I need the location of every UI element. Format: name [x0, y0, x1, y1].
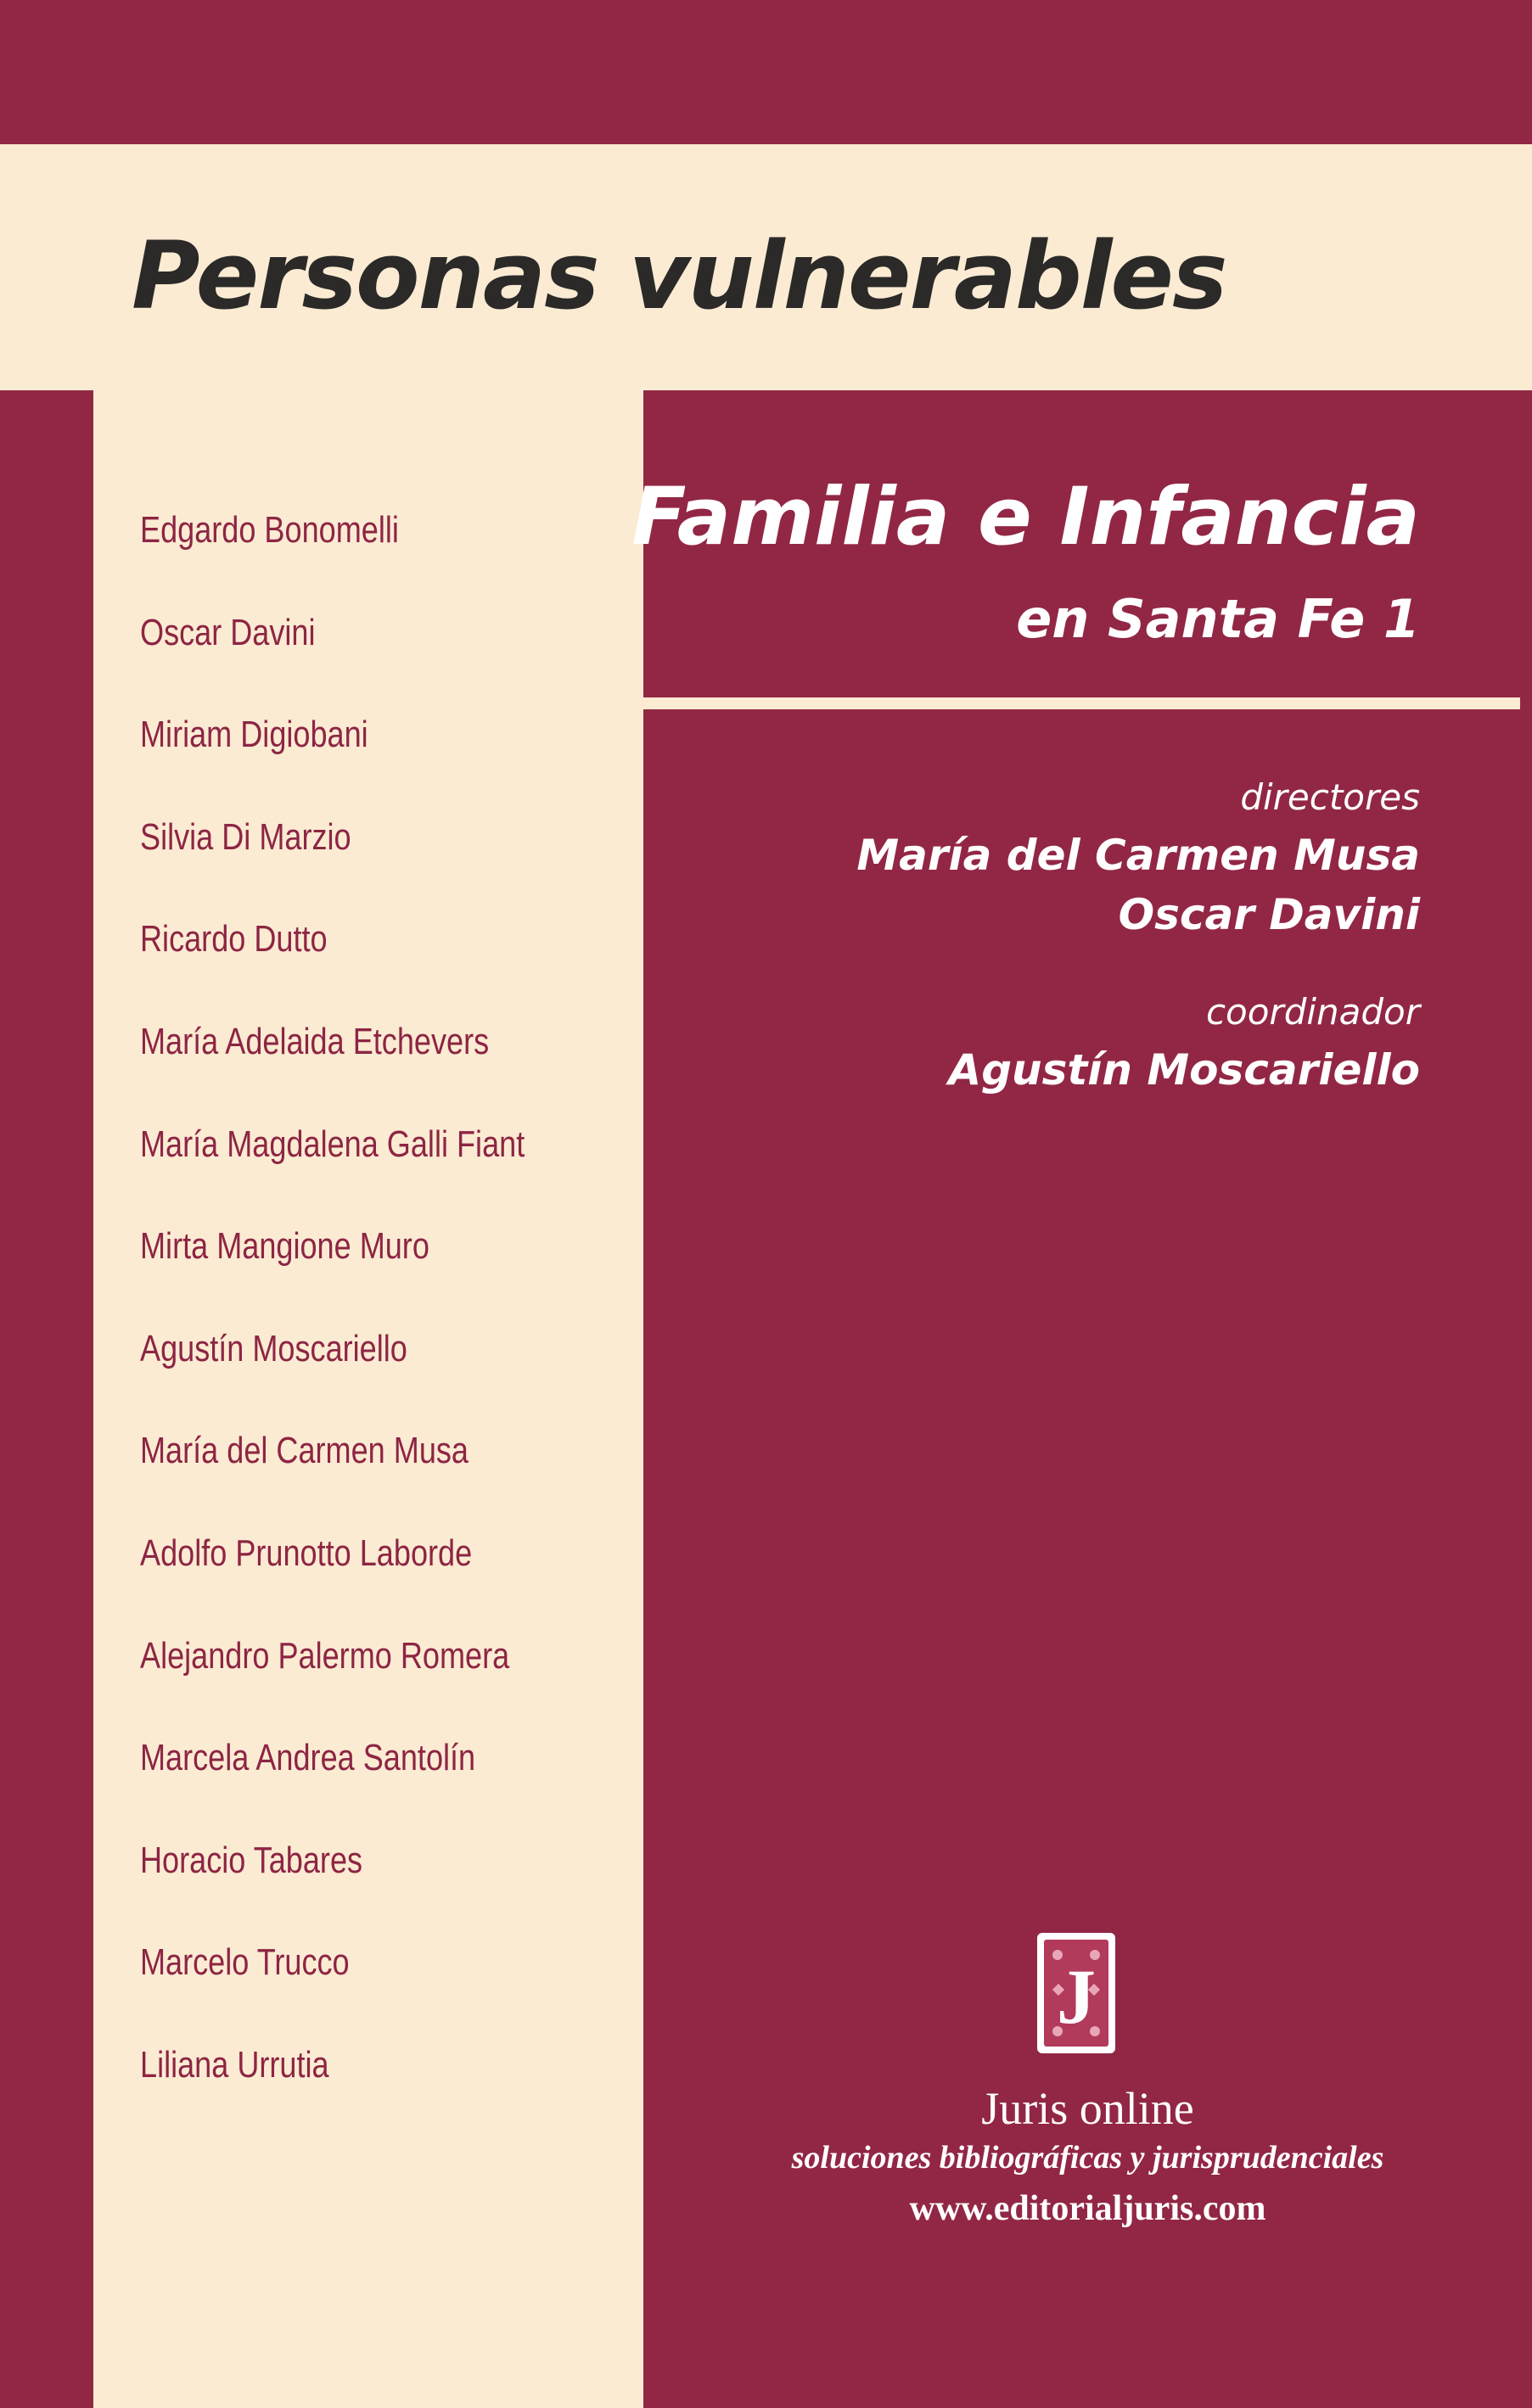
directors-label: directores	[1240, 776, 1420, 818]
publisher-name: Juris online	[981, 2083, 1194, 2134]
book-subtitle: en Santa Fe 1	[1016, 588, 1420, 650]
author-name: Agustín Moscariello	[140, 1327, 407, 1369]
director-name: Oscar Davini	[1118, 890, 1420, 939]
author-name: Mirta Mangione Muro	[140, 1225, 429, 1268]
author-name: Oscar Davini	[140, 611, 316, 653]
author-name: María del Carmen Musa	[140, 1430, 469, 1472]
coordinator-label: coordinador	[1205, 991, 1420, 1033]
author-name: María Adelaida Etchevers	[140, 1020, 490, 1062]
coordinator-name: Agustín Moscariello	[948, 1045, 1420, 1095]
logo-letter: J	[1057, 1953, 1096, 2040]
book-title: Familia e Infancia	[631, 471, 1420, 563]
author-name: María Magdalena Galli Fiant	[140, 1123, 525, 1165]
series-title: Personas vulnerables	[132, 221, 1226, 330]
author-name: Adolfo Prunotto Laborde	[140, 1532, 473, 1574]
author-name: Alejandro Palermo Romera	[140, 1634, 510, 1677]
author-name: Miriam Digiobani	[140, 714, 368, 756]
title-divider	[643, 697, 1520, 709]
director-name: María del Carmen Musa	[856, 831, 1420, 880]
author-name: Liliana Urrutia	[140, 2043, 329, 2086]
author-name: Edgardo Bonomelli	[140, 509, 399, 551]
author-name: Marcela Andrea Santolín	[140, 1737, 476, 1779]
author-name: Horacio Tabares	[140, 1839, 363, 1881]
author-name: Marcelo Trucco	[140, 1941, 350, 1984]
author-name: Ricardo Dutto	[140, 918, 328, 960]
author-list	[140, 479, 609, 2117]
left-stripe	[0, 390, 93, 2408]
juris-logo-icon	[1034, 1929, 1119, 2057]
publisher-url: www.editorialjuris.com	[909, 2189, 1266, 2228]
publisher-tagline: soluciones bibliográficas y jurisprudenciales	[791, 2140, 1384, 2176]
author-name: Silvia Di Marzio	[140, 815, 351, 858]
top-band	[0, 0, 1532, 144]
